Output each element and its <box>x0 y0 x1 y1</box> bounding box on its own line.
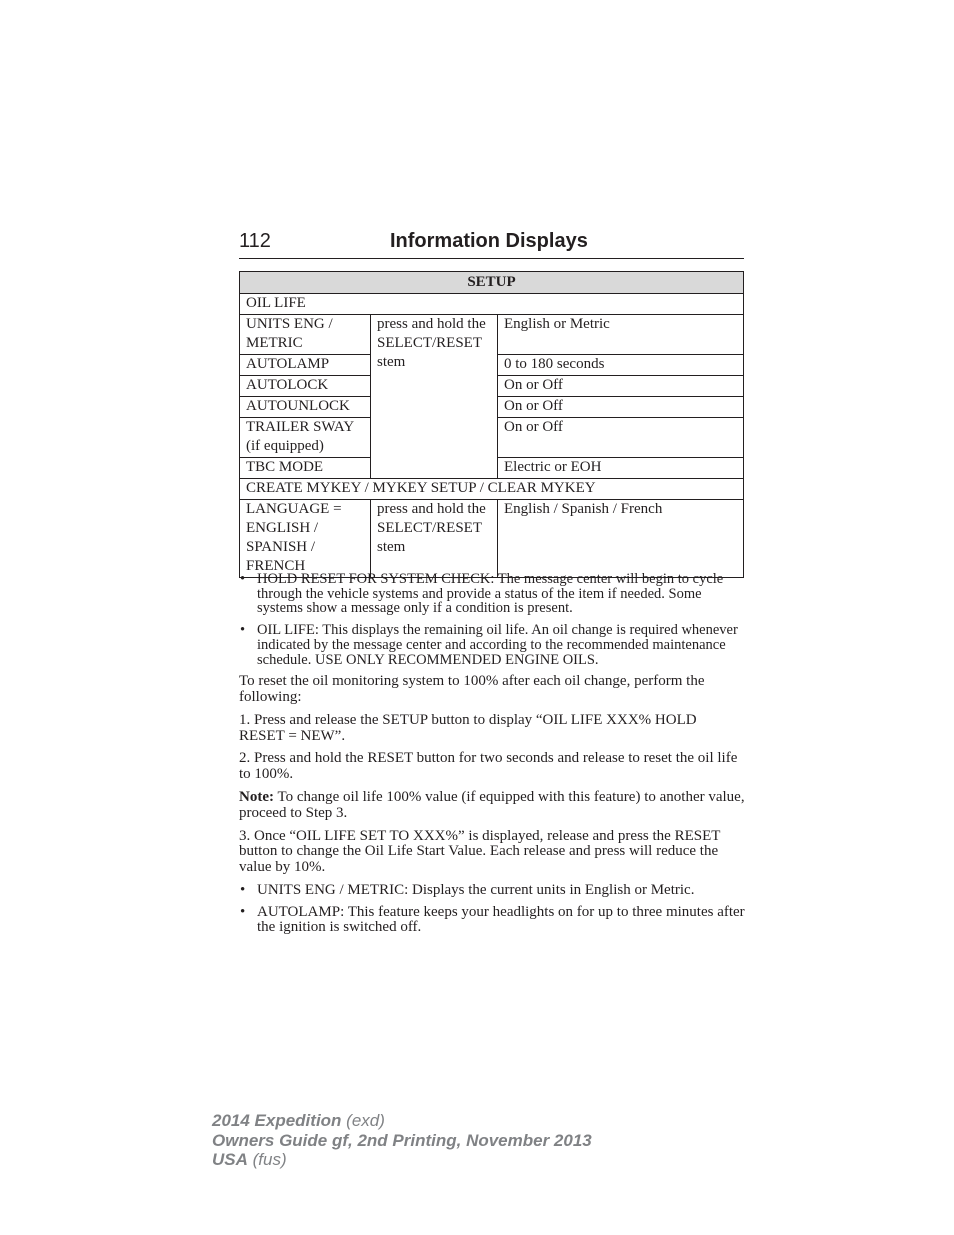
footer-model-line <box>212 1111 592 1131</box>
page-footer <box>212 1111 592 1170</box>
setup-item: TBC MODE <box>240 458 371 479</box>
page-header <box>239 228 744 259</box>
note <box>239 790 745 822</box>
footer-model: 2014 Expedition <box>212 1111 342 1130</box>
footer-region-code: (fus) <box>247 1150 287 1169</box>
setup-value: On or Off <box>498 418 744 458</box>
footer-guide: Owners Guide gf, 2nd Printing, November 2013 <box>212 1130 592 1150</box>
note-label: Note: <box>239 789 274 805</box>
bullet-dot: • <box>240 881 246 898</box>
step-3: 3. Once “OIL LIFE SET TO XXX%” is displayed, release and press the RESET button to change the Oil Life Start Value. Each release and press will reduce the value by 10%. <box>239 827 721 876</box>
setup-item: TRAILER SWAY (if equipped) <box>240 418 371 458</box>
setup-value: Electric or EOH <box>498 458 744 479</box>
footer-region-line <box>212 1150 592 1170</box>
note-text: To change oil life 100% value (if equipped with this feature) to another value, proceed to Step 3. <box>239 789 745 821</box>
table-title: SETUP <box>240 272 744 294</box>
bullet-text: UNITS ENG / METRIC: Displays the current units in English or Metric. <box>257 881 695 898</box>
setup-table <box>239 271 744 578</box>
setup-action: press and hold the SELECT/RESET stem <box>371 500 498 578</box>
setup-value: 0 to 180 seconds <box>498 355 744 376</box>
bullet-text: AUTOLAMP: This feature keeps your headlights on for up to three minutes after the ignition is switched off. <box>257 903 745 935</box>
setup-value: On or Off <box>498 397 744 418</box>
bullet-oil-life <box>239 623 745 667</box>
setup-value: English / Spanish / French <box>498 500 744 578</box>
setup-item: UNITS ENG / METRIC <box>240 315 371 355</box>
bullet-dot: • <box>240 622 246 639</box>
setup-item: AUTOLOCK <box>240 376 371 397</box>
footer-region: USA <box>212 1150 248 1169</box>
step-1: 1. Press and release the SETUP button to display “OIL LIFE XXX% HOLD RESET = NEW”. <box>239 711 697 744</box>
footer-model-code: (exd) <box>341 1111 385 1130</box>
bullet-text: HOLD RESET FOR SYSTEM CHECK: The message center will begin to cycle through the vehicle systems and provide a status of the item if needed. Some systems show a message only if a condition is present. <box>257 571 724 617</box>
section-title: Information Displays <box>390 230 588 252</box>
bullet-autolamp <box>239 905 745 935</box>
setup-value: On or Off <box>498 376 744 397</box>
step-2: 2. Press and hold the RESET button for two seconds and release to reset the oil life to 100%. <box>239 750 738 783</box>
mykey-row: CREATE MYKEY / MYKEY SETUP / CLEAR MYKEY <box>240 479 744 500</box>
body-text <box>239 572 745 942</box>
bullet-hold-reset <box>239 572 745 616</box>
table-row <box>240 500 744 578</box>
reset-intro: To reset the oil monitoring system to 100% after each oil change, perform the following: <box>239 673 705 706</box>
bullet-dot: • <box>240 903 246 920</box>
setup-value: English or Metric <box>498 315 744 355</box>
bullet-text: OIL LIFE: This displays the remaining oil life. An oil change is required whenever indicated by the message center and according to the recommended maintenance schedule. USE ONLY RECOMMENDED ENGINE OILS. <box>257 622 738 668</box>
setup-action: press and hold the SELECT/RESET stem <box>371 315 498 479</box>
oil-life-row: OIL LIFE <box>240 294 744 315</box>
bullet-units <box>239 883 745 898</box>
table-row <box>240 315 744 355</box>
page-number: 112 <box>239 230 271 252</box>
bullet-dot: • <box>240 571 246 587</box>
setup-item: LANGUAGE = ENGLISH / SPANISH / FRENCH <box>240 500 371 578</box>
setup-item: AUTOUNLOCK <box>240 397 371 418</box>
setup-item: AUTOLAMP <box>240 355 371 376</box>
